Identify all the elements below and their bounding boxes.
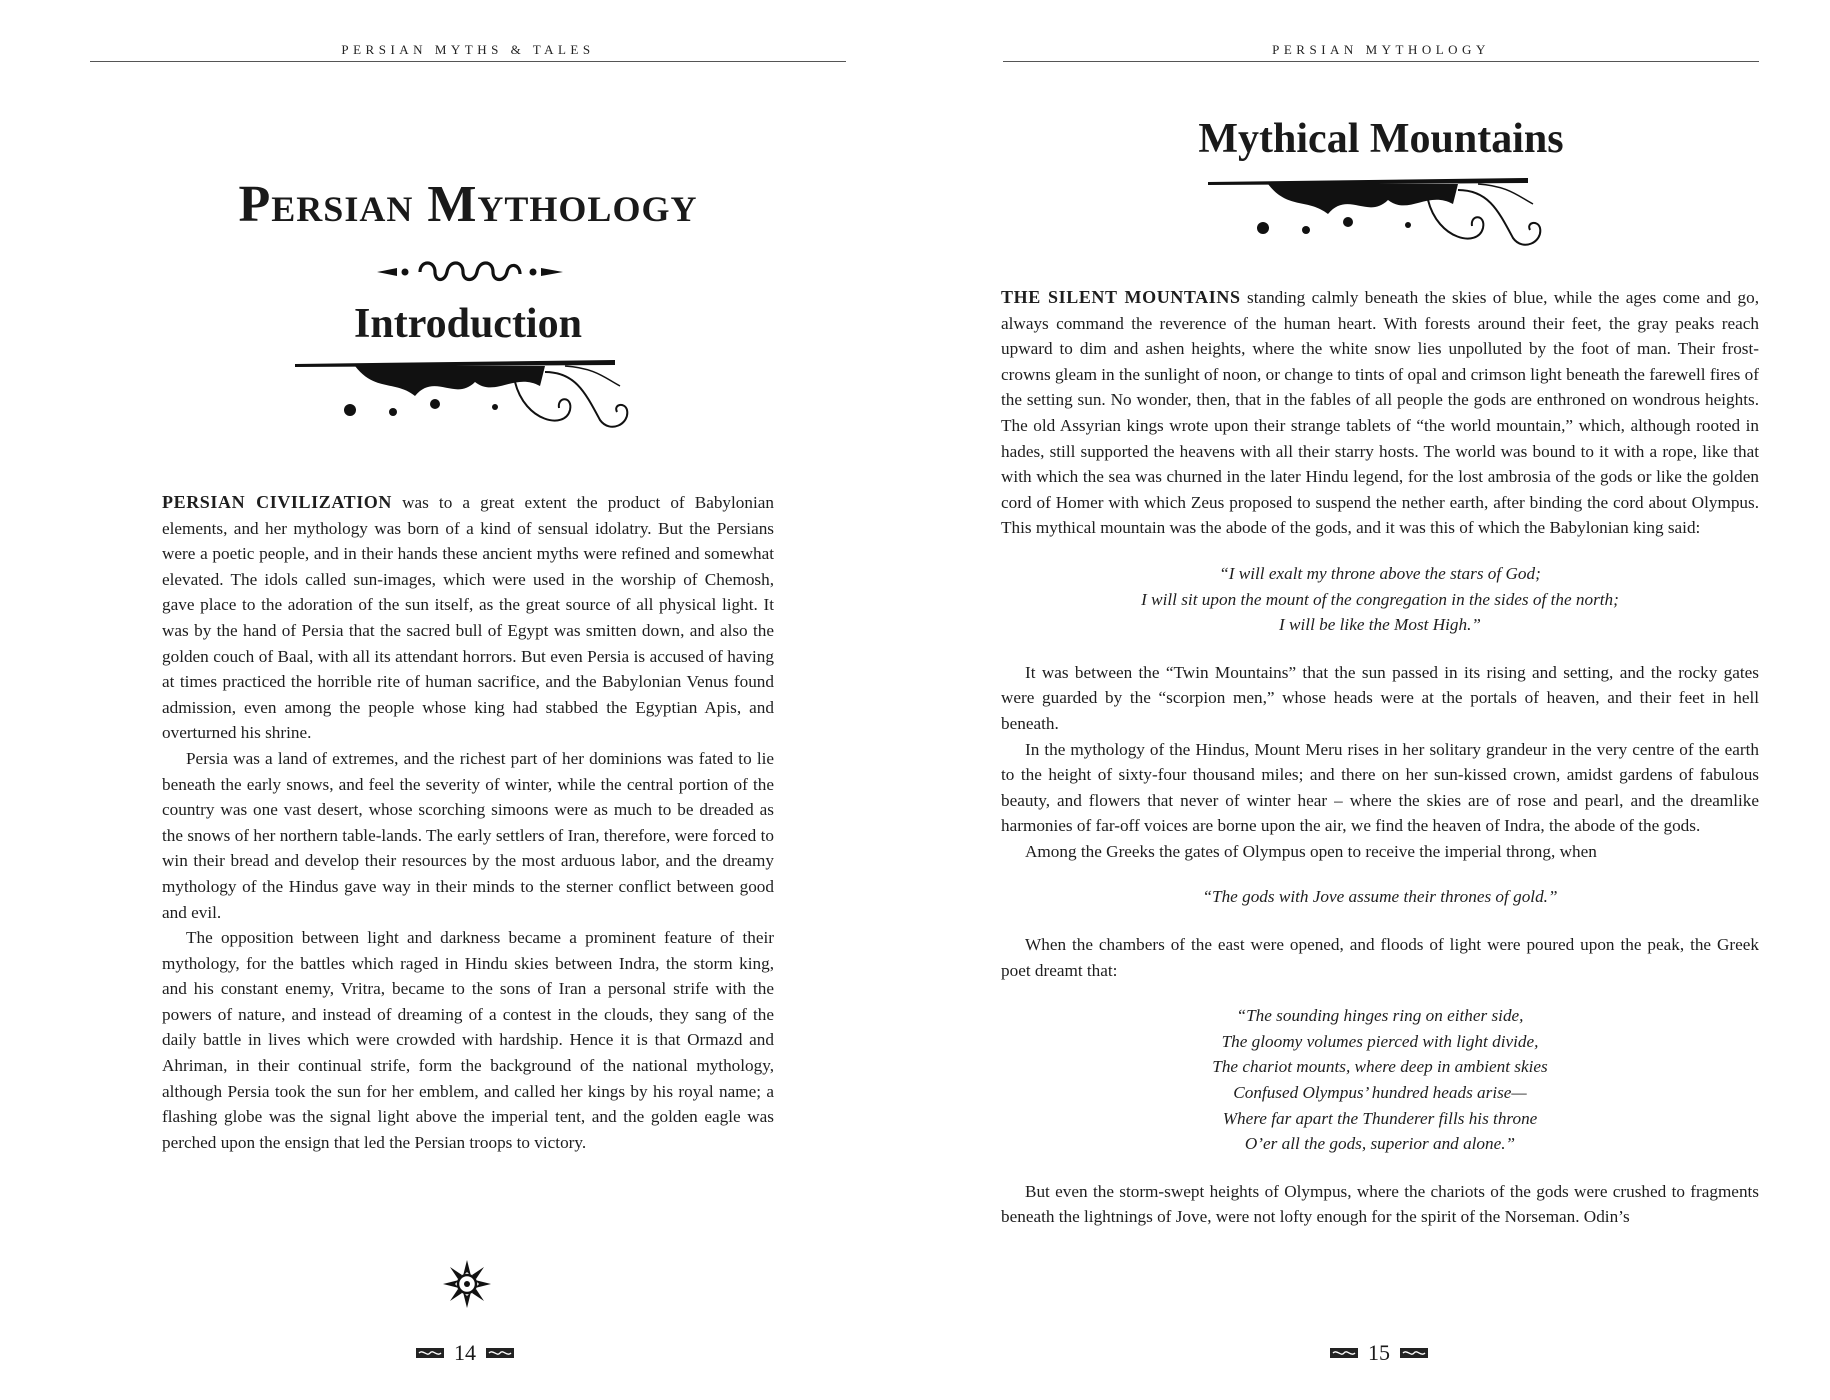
page-number <box>416 1340 514 1366</box>
section-title: Introduction <box>354 301 582 347</box>
page-title: Persian Mythology <box>238 176 698 233</box>
lead-in: PERSIAN CIVILIZATION <box>162 492 393 512</box>
paragraph: Persia was a land of extremes, and the richest part of her dominions was fated to lie beneath the early snows, and feel the severity of winter, while the central portion of the country was one vast desert, whose scorching simoons were as much to be dreaded as the snows of her northern table-lands. The early settlers of Iran, therefore, were forced to win their bread and develop their resources by the most arduous labor, and the dreamy mythology of the Hindus gave way in their minds to the sterner conflict between good and evil. <box>162 748 774 922</box>
verse-line: I will be like the Most High.” <box>1279 615 1481 635</box>
page-number-value: 15 <box>1368 1340 1390 1365</box>
header-rule <box>1003 61 1759 62</box>
paragraph <box>162 490 774 746</box>
body-text <box>162 490 774 1155</box>
paragraph-text: was to a great extent the product of Babylonian elements, and her mythology was born of a kind of sensual idolatry. But the Persians were a poetic people, and in their hands these ancient myths were refined and somewhat elevated. The idols called sun-images, which were used in the worship of Chemosh, gave place to the adoration of the sun itself, as the great source of all physical light. It was by the hand of Persia that the sacred bull of Egypt was smitten down, and also the golden couch of Baal, with all its attendant horrors. But even Persia is accused of having at times practiced the horrible rite of human sacrifice, and the Babylonian Venus found admission, even among the people whose king had stabbed the Egyptian Apis, and overturned his shrine. <box>162 493 774 743</box>
verse-line: Confused Olympus’ hundred heads arise— <box>1233 1083 1527 1103</box>
verse-line: I will sit upon the mount of the congregation in the sides of the north; <box>1141 589 1619 609</box>
ink-splash-ornament-icon <box>295 352 640 432</box>
paragraph <box>1001 285 1759 541</box>
verse-line: “The sounding hinges ring on either side, <box>1236 1006 1524 1026</box>
paragraph: Among the Greeks the gates of Olympus open to receive the imperial throng, when <box>1025 841 1597 861</box>
paragraph: When the chambers of the east were opened, and floods of light were poured upon the peak, the Greek poet dreamt that: <box>1001 935 1759 980</box>
verse-line: “The gods with Jove assume their thrones of gold.” <box>1202 887 1558 907</box>
body-text <box>1001 285 1759 1230</box>
ink-splash-ornament-icon <box>1208 170 1553 250</box>
verse-quote <box>1001 884 1759 910</box>
verse-quote <box>1001 561 1759 638</box>
folio-ornament-icon <box>416 1347 444 1359</box>
running-head: PERSIAN MYTHOLOGY <box>1272 42 1490 57</box>
paragraph: In the mythology of the Hindus, Mount Meru rises in her solitary grandeur in the very centre of the earth to the height of sixty-four thousand miles; and there on her sun-kissed crown, amidst gardens of fabulous beauty, and flowers that never of winter hear – where the skies are of rose and pearl, and the dreamlike harmonies of far-off voices are borne upon the air, we find the heaven of Indra, the abode of the gods. <box>1001 739 1759 836</box>
section-title: Mythical Mountains <box>1198 116 1564 162</box>
verse-line: Where far apart the Thunderer fills his throne <box>1222 1108 1538 1128</box>
folio-ornament-icon <box>1400 1347 1428 1359</box>
paragraph-text: standing calmly beneath the skies of blue, while the ages come and go, always command the reverence of the human heart. With forests around their feet, the gray peaks reach upward to dim and ashen heights, where the white snow lies unpolluted by the foot of man. Their frost-crowns gleam in the sunlight of noon, or change to tints of opal and crimson light beneath the farewell fires of the setting sun. No wonder, then, that in the fables of all people the gods are enthroned on wondrous heights. The old Assyrian kings wrote upon their strange tablets of “the world mountain,” which, although rooted in hades, still supported the heavens with all their starry hosts. The world was bound to it with a rope, like that with which the sea was churned in the later Hindu legend, for the lost ambrosia of the gods or like the golden cord of Homer with which Zeus proposed to suspend the nether earth, after binding the cord about Olympus. This mythical mountain was the abode of the gods, and it was this of which the Babylonian king said: <box>1001 288 1760 538</box>
star-ornament-icon <box>441 1258 493 1310</box>
verse-line: The gloomy volumes pierced with light divide, <box>1221 1031 1539 1051</box>
scroll-ornament-icon <box>375 252 565 292</box>
verse-line: The chariot mounts, where deep in ambient skies <box>1212 1057 1548 1077</box>
verse-line: O’er all the gods, superior and alone.” <box>1244 1134 1516 1154</box>
folio-ornament-icon <box>486 1347 514 1359</box>
page-number <box>1330 1340 1428 1366</box>
paragraph: But even the storm-swept heights of Olympus, where the chariots of the gods were crushed to fragments beneath the lightnings of Jove, were not lofty enough for the spirit of the Norseman. Odin’s <box>1001 1181 1759 1227</box>
paragraph: It was between the “Twin Mountains” that the sun passed in its rising and setting, and the rocky gates were guarded by the “scorpion men,” whose heads were at the portals of heaven, and their feet in hell beneath. <box>1001 662 1759 733</box>
folio-ornament-icon <box>1330 1347 1358 1359</box>
header-rule <box>90 61 846 62</box>
verse-line: “I will exalt my throne above the stars of God; <box>1219 563 1541 583</box>
lead-in: THE SILENT MOUNTAINS <box>1001 287 1241 307</box>
page-number-value: 14 <box>454 1340 476 1365</box>
right-page <box>915 0 1830 1400</box>
verse-quote <box>1001 1003 1759 1157</box>
paragraph: The opposition between light and darkness became a prominent feature of their mythology, for the battles which raged in Hindu skies between Indra, the storm king, and his constant enemy, Vritra, became to the sons of Iran a personal strife with the powers of nature, and instead of dreaming of a contest in the clouds, they sang of the daily battle in lives which were crowded with hardship. Hence it is that Ormazd and Ahriman, in their continual strife, form the background of the national mythology, although Persia took the sun for her emblem, and called her kings by his royal name; a flashing globe was the signal light above the imperial tent, and the golden eagle was perched upon the ensign that led the Persian troops to victory. <box>162 928 774 1152</box>
running-head: PERSIAN MYTHS & TALES <box>341 42 595 57</box>
